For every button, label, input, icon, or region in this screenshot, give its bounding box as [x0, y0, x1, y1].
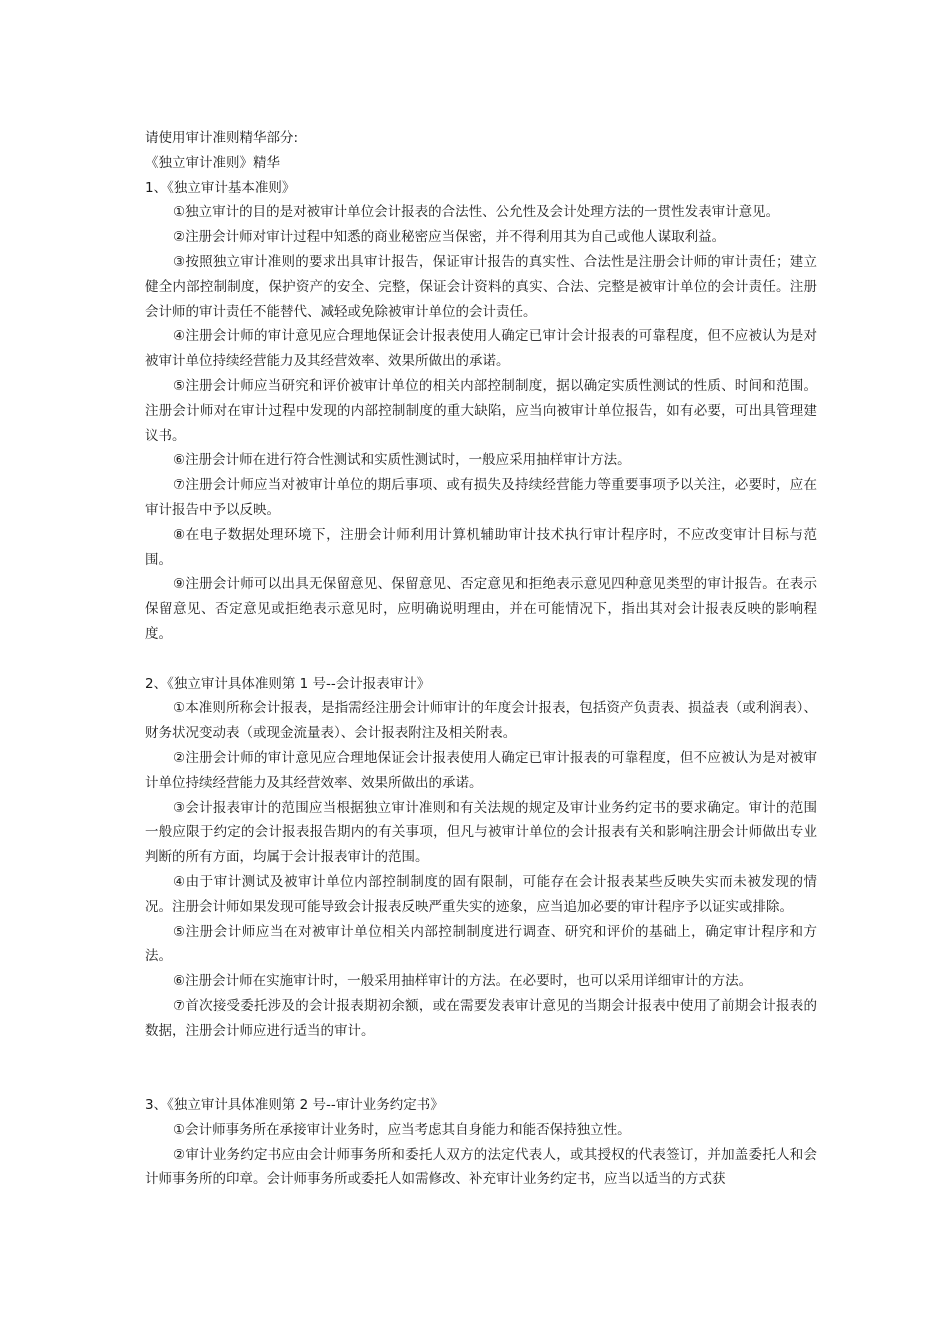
paragraph: ⑦注册会计师应当对被审计单位的期后事项、或有损失及持续经营能力等重要事项予以关注，必要时，应在审计报告中予以反映。: [145, 477, 817, 518]
paragraph: ③会计报表审计的范围应当根据独立审计准则和有关法规的规定及审计业务约定书的要求确定。审计的范围一般应限于约定的会计报表报告期内的有关事项，但凡与被审计单位的会计报表有关和影响注册会计师做出专业判断的所有方面，均属于会计报表审计的范围。: [145, 799, 817, 866]
paragraph: ④由于审计测试及被审计单位内部控制制度的固有限制，可能存在会计报表某些反映失实而未被发现的情况。注册会计师如果发现可能导致会计报表反映严重失实的迹象，应当追加必要的审计程序予以证实或排除。: [145, 873, 817, 915]
section-3: [145, 1093, 817, 1192]
document-title: 《独立审计准则》精华: [145, 154, 280, 171]
paragraph: ⑤注册会计师应当在对被审计单位相关内部控制制度进行调查、研究和评价的基础上，确定审计程序和方法。: [145, 923, 817, 965]
section-2: [145, 672, 817, 1044]
document-page: [145, 126, 817, 1192]
paragraph: ④注册会计师的审计意见应合理地保证会计报表使用人确定已审计会计报表的可靠程度，但不应被认为是对被审计单位持续经营能力及其经营效率、效果所做出的承诺。: [145, 328, 817, 370]
paragraph: ③按照独立审计准则的要求出具审计报告，保证审计报告的真实性、合法性是注册会计师的审计责任；建立健全内部控制制度，保护资产的安全、完整，保证会计资料的真实、合法、完整是被审计单位的会计责任。注册会计师的审计责任不能替代、减轻或免除被审计单位的会计责任。: [145, 253, 817, 320]
paragraph: ①独立审计的目的是对被审计单位会计报表的合法性、公允性及会计处理方法的一贯性发表审计意见。: [173, 204, 780, 221]
section-heading: 2、《独立审计具体准则第 1 号--会计报表审计》: [145, 675, 431, 692]
paragraph: ①会计师事务所在承接审计业务时，应当考虑其自身能力和能否保持独立性。: [173, 1121, 631, 1138]
paragraph: ①本准则所称会计报表，是指需经注册会计师审计的年度会计报表，包括资产负责表、损益表（或利润表）、财务状况变动表（或现金流量表）、会计报表附注及相关附表。: [145, 700, 817, 742]
paragraph: ②注册会计师的审计意见应合理地保证会计报表使用人确定已审计报表的可靠程度，但不应被认为是对被审计单位持续经营能力及其经营效率、效果所做出的承诺。: [145, 749, 817, 791]
paragraph: ⑥注册会计师在进行符合性测试和实质性测试时，一般应采用抽样审计方法。: [173, 452, 631, 469]
intro-line: 请使用审计准则精华部分:: [145, 130, 299, 146]
paragraph: ⑤注册会计师应当研究和评价被审计单位的相关内部控制制度，据以确定实质性测试的性质、时间和范围。注册会计师对在审计过程中发现的内部控制制度的重大缺陷，应当向被审计单位报告，如有必要，可出具管理建议书。: [145, 377, 817, 444]
section-1: [145, 176, 817, 647]
section-spacer: [145, 647, 817, 672]
paragraph: ⑧在电子数据处理环境下，注册会计师利用计算机辅助审计技术执行审计程序时，不应改变审计目标与范围。: [145, 526, 817, 568]
paragraph: ⑥注册会计师在实施审计时，一般采用抽样审计的方法。在必要时，也可以采用详细审计的方法。: [173, 973, 753, 990]
paragraph: ⑦首次接受委托涉及的会计报表期初余额，或在需要发表审计意见的当期会计报表中使用了前期会计报表的数据，注册会计师应进行适当的审计。: [145, 997, 817, 1039]
paragraph: ②注册会计师对审计过程中知悉的商业秘密应当保密，并不得利用其为自己或他人谋取利益。: [173, 229, 726, 246]
section-heading: 3、《独立审计具体准则第 2 号--审计业务约定书》: [145, 1097, 444, 1114]
section-heading: 1、《独立审计基本准则》: [145, 179, 296, 196]
paragraph: ⑨注册会计师可以出具无保留意见、保留意见、否定意见和拒绝表示意见四种意见类型的审计报告。在表示保留意见、否定意见或拒绝表示意见时，应明确说明理由，并在可能情况下，指出其对会计报表反映的影响程度。: [145, 576, 817, 642]
paragraph: ②审计业务约定书应由会计师事务所和委托人双方的法定代表人，或其授权的代表签订，并加盖委托人和会计师事务所的印章。会计师事务所或委托人如需修改、补充审计业务约定书，应当以适当的方式获: [145, 1146, 817, 1188]
section-spacer: [145, 1043, 817, 1093]
